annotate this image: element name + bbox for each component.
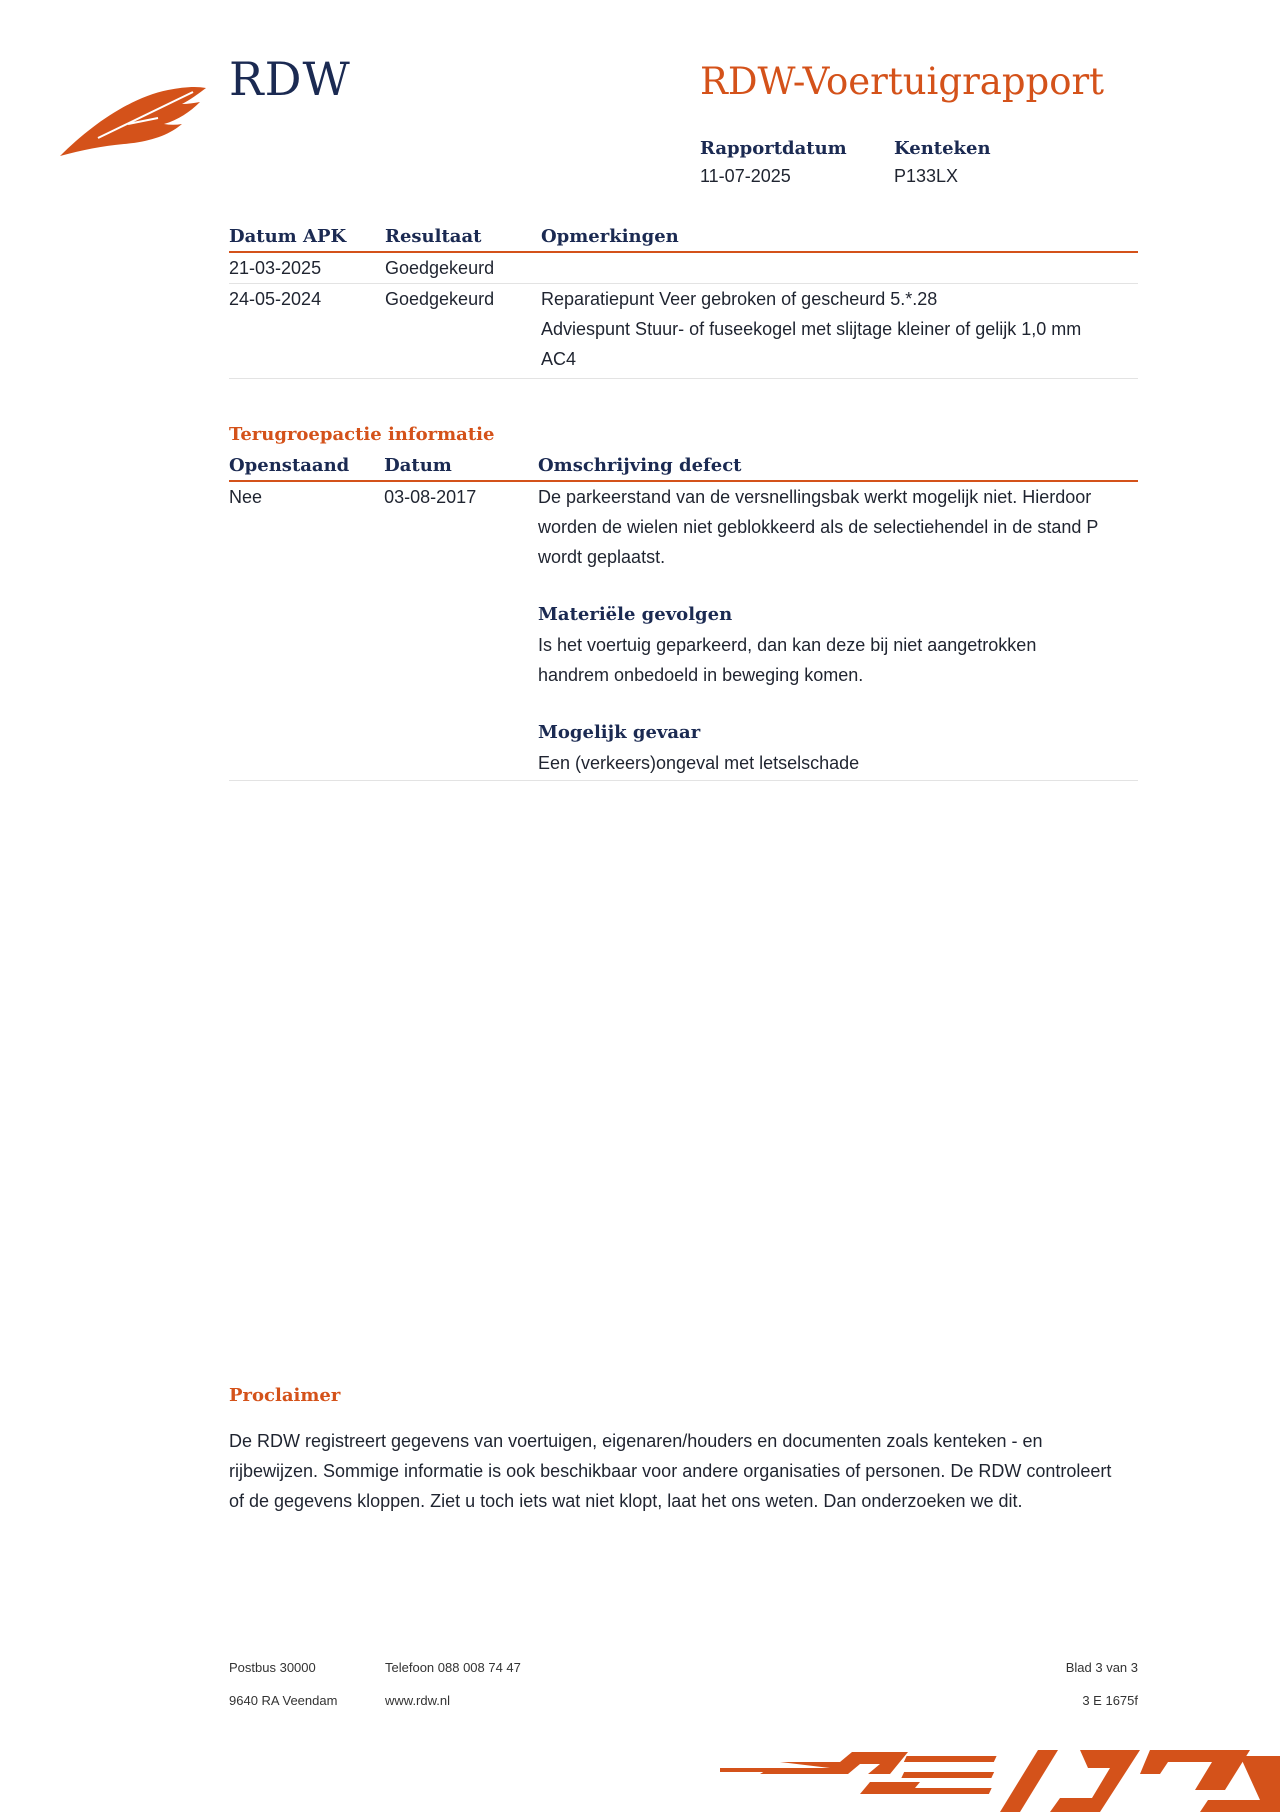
recall-table-header — [229, 451, 1138, 481]
recall-open: Nee — [229, 481, 384, 781]
apk-remarks — [541, 252, 1138, 284]
report-date-value: 11-07-2025 — [700, 166, 791, 186]
consequences-heading: Materiële gevolgen — [538, 604, 733, 625]
plate-value: P133LX — [894, 166, 959, 186]
recall-col-description: Omschrijving defect — [538, 451, 1138, 481]
recall-description-cell — [538, 481, 1138, 781]
apk-table-header — [229, 222, 1138, 252]
table-row — [229, 252, 1138, 284]
footer-website: www.rdw.nl — [385, 1693, 451, 1708]
rdw-feather-logo — [58, 78, 208, 160]
recall-date: 03-08-2017 — [384, 481, 538, 781]
consequences-text: Is het voertuig geparkeerd, dan kan deze bij niet aangetrokken handrem onbedoeld in beweging komen. — [538, 635, 1037, 685]
apk-result: Goedgekeurd — [385, 252, 541, 284]
apk-remark-advice: Adviespunt Stuur- of fuseekogel met slijtage kleiner of gelijk 1,0 mm AC4 — [541, 319, 1082, 369]
recall-section-title: Terugroepactie informatie — [229, 424, 495, 445]
table-row — [229, 481, 1138, 781]
apk-col-date: Datum APK — [229, 222, 385, 252]
footer-code: 3 E 1675f — [1082, 1693, 1138, 1708]
brand-name: RDW — [229, 52, 351, 106]
recall-col-open: Openstaand — [229, 451, 384, 481]
report-date-label: Rapportdatum — [700, 138, 847, 159]
apk-result: Goedgekeurd — [385, 284, 541, 379]
footer-phone: Telefoon 088 008 74 47 — [385, 1660, 521, 1675]
apk-col-remarks: Opmerkingen — [541, 222, 1138, 252]
apk-date: 21-03-2025 — [229, 252, 385, 284]
table-row — [229, 284, 1138, 379]
footer-address-2: 9640 RA Veendam — [229, 1693, 338, 1708]
recall-col-date: Datum — [384, 451, 538, 481]
apk-table — [229, 222, 1138, 379]
apk-remark-repair: Reparatiepunt Veer gebroken of gescheurd 5.*.28 — [541, 289, 938, 309]
apk-remarks-cell — [541, 284, 1138, 379]
danger-text: Een (verkeers)ongeval met letselschade — [538, 753, 860, 773]
apk-col-result: Resultaat — [385, 222, 541, 252]
proclaimer-text: De RDW registreert gegevens van voertuigen, eigenaren/houders en documenten zoals kenteken - en rijbewijzen. Sommige informatie is ook beschikbaar voor andere organisaties of personen. De RDW controleert of de gegevens kloppen. Ziet u toch iets wat niet klopt, laat het ons weten. Dan onderzoeken we dit. — [229, 1431, 1112, 1511]
footer-address-1: Postbus 30000 — [229, 1660, 316, 1675]
proclaimer-title: Proclaimer — [229, 1385, 341, 1406]
recall-table — [229, 451, 1138, 781]
danger-heading: Mogelijk gevaar — [538, 722, 701, 743]
apk-date: 24-05-2024 — [229, 284, 385, 379]
recall-description: De parkeerstand van de versnellingsbak werkt mogelijk niet. Hierdoor worden de wielen niet geblokkeerd als de selectiehendel in de stand P wordt geplaatst. — [538, 487, 1099, 567]
footer-page: Blad 3 van 3 — [1065, 1660, 1138, 1675]
document-title: RDW-Voertuigrapport — [700, 60, 1105, 103]
plate-label: Kenteken — [894, 138, 991, 159]
decorative-stripes — [720, 1738, 1280, 1812]
